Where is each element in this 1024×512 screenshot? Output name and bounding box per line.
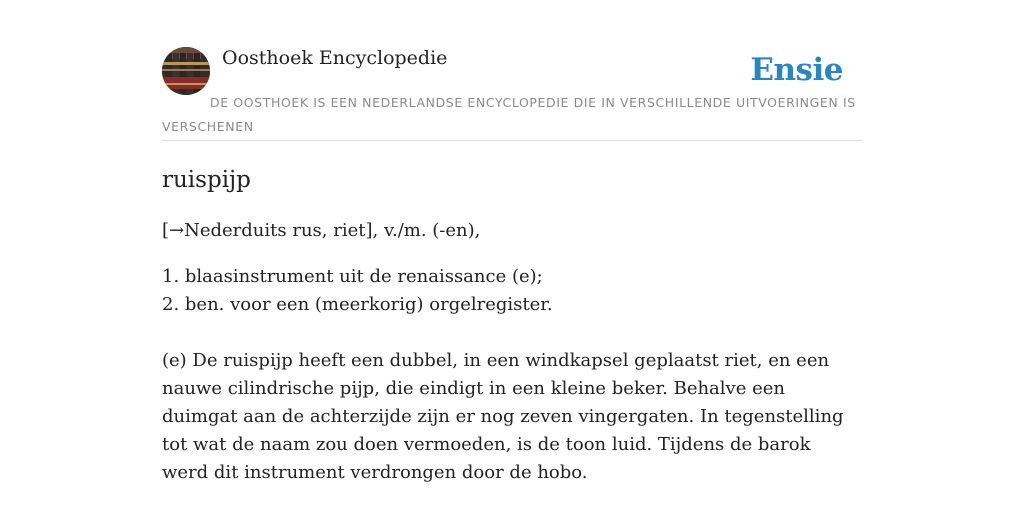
site-header [162, 46, 862, 141]
site-title[interactable]: Oosthoek Encyclopedie [222, 47, 448, 69]
page-content [162, 46, 862, 487]
entry-etymology: [→Nederduits rus, riet], v./m. (-en), [162, 220, 481, 241]
book-spines-icon[interactable] [162, 47, 210, 95]
definition-list [162, 263, 862, 319]
brand-logo[interactable]: Ensie [750, 52, 843, 88]
site-tagline: DE OOSTHOEK IS EEN NEDERLANDSE ENCYCLOPEDIE DIE IN VERSCHILLENDE UITVOERINGEN IS VERSCHENEN [162, 95, 856, 134]
entry-term: ruispijp [162, 167, 251, 193]
entry-note: (e) De ruispijp heeft een dubbel, in een windkapsel geplaatst riet, en een nauwe cilindrische pijp, die eindigt in een kleine beker. Behalve een duimgat aan de achterzijde zijn er nog zeven vingergaten. In tegenstelling tot wat de naam zou doen vermoeden, is de toon luid. Tijdens de barok werd dit instrument verdrongen door de hobo. [162, 350, 844, 483]
definition-item: 1. blaasinstrument uit de renaissance (e); [162, 266, 543, 287]
definition-item: 2. ben. voor een (meerkorig) orgelregister. [162, 294, 553, 315]
